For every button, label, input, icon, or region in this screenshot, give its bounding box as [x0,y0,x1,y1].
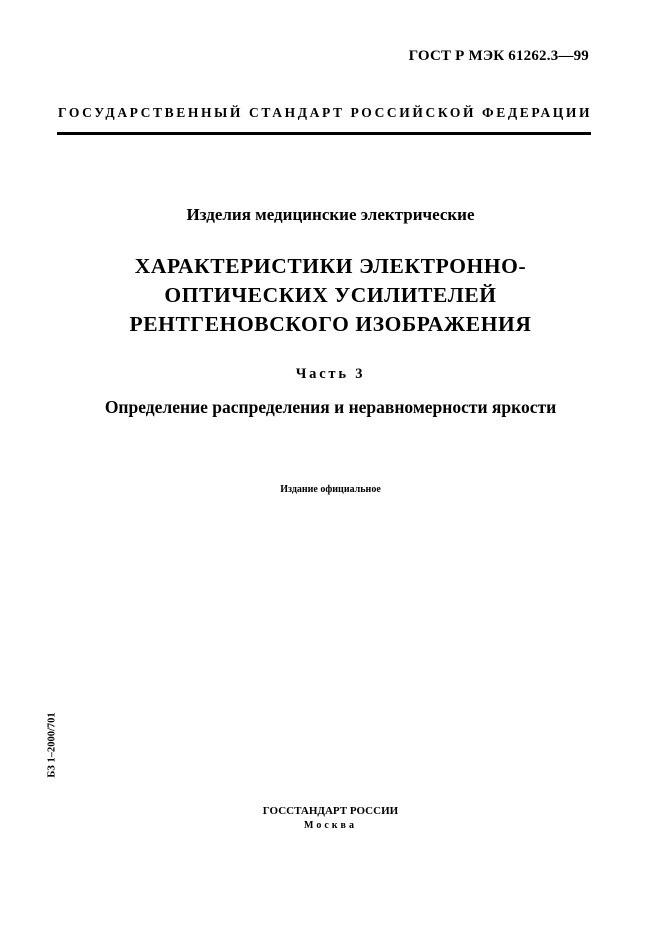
main-title-line-3: РЕНТГЕНОВСКОГО ИЗОБРАЖЕНИЯ [129,312,532,336]
publisher: ГОССТАНДАРТ РОССИИ [262,805,399,817]
main-title [0,252,661,339]
standard-number: ГОСТ Р МЭК 61262.3—99 [408,48,589,64]
part-title: Определение распределения и неравномерности яркости [104,397,557,417]
header-divider [57,132,591,135]
edition-note: Издание официальное [280,484,381,495]
part-label: Часть 3 [295,366,366,382]
main-title-line-2: ОПТИЧЕСКИХ УСИЛИТЕЛЕЙ [164,283,497,307]
product-group-title: Изделия медицинские электрические [186,205,475,224]
main-title-line-1: ХАРАКТЕРИСТИКИ ЭЛЕКТРОННО- [134,254,527,278]
state-standard-header: ГОСУДАРСТВЕННЫЙ СТАНДАРТ РОССИЙСКОЙ ФЕДЕРАЦИИ [58,105,593,120]
publication-city: Москва [304,820,357,831]
side-catalog-code: БЗ 1–2000/701 [46,712,58,778]
